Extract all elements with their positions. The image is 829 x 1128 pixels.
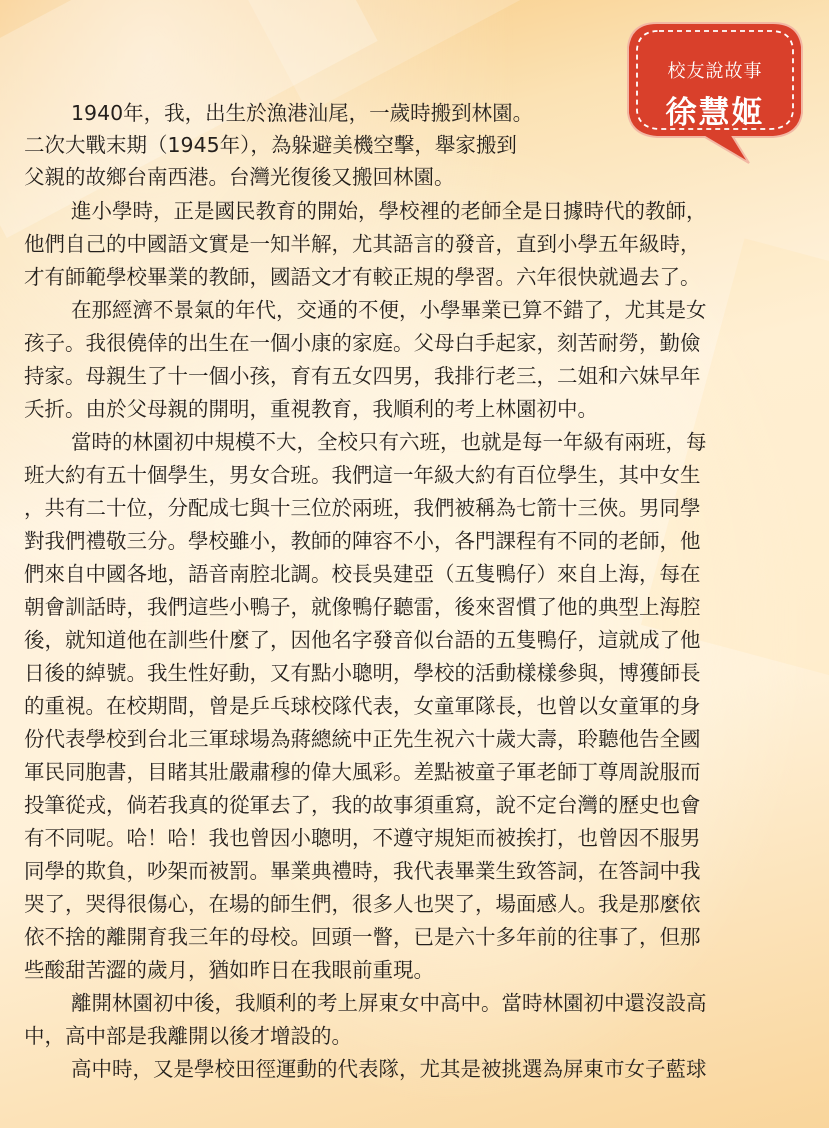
text-line: 朝會訓話時，我們這些小鴨子，就像鴨仔聽雷，後來習慣了他的典型上海腔 xyxy=(24,595,701,619)
text-line: 有不同呢。哈！哈！我也曾因小聰明，不遵守規矩而被挨打，也曾因不服男 xyxy=(24,826,701,850)
text-line: 哭了，哭得很傷心，在場的師生們，很多人也哭了，場面感人。我是那麼依 xyxy=(24,892,701,916)
text-line: 1940年，我，出生於漁港汕尾，一歲時搬到林園。 xyxy=(71,101,534,125)
text-line: ，共有二十位，分配成七與十三位於兩班，我們被稱為七箭十三俠。男同學 xyxy=(24,496,701,520)
background-stripe xyxy=(242,0,537,113)
author-name: 徐慧姬 xyxy=(665,95,765,131)
text-line: 孩子。我很僥倖的出生在一個小康的家庭。父母白手起家，刻苦耐勞，勤儉 xyxy=(24,331,701,355)
text-line: 對我們禮敬三分。學校雖小，教師的陣容不小，各門課程有不同的老師，他 xyxy=(24,529,701,553)
text-line: 父親的故鄉台南西港。台灣光復後又搬回林園。 xyxy=(24,165,455,189)
text-line: 依不捨的離開育我三年的母校。回頭一瞥，已是六十多年前的往事了，但那 xyxy=(24,925,701,949)
text-line: 他們自己的中國語文實是一知半解，尤其語言的發音，直到小學五年級時， xyxy=(24,232,701,256)
text-line: 投筆從戎，倘若我真的從軍去了，我的故事須重寫，說不定台灣的歷史也會 xyxy=(24,793,701,817)
text-line: 份代表學校到台北三軍球場為蔣總統中正先生祝六十歲大壽，聆聽他告全國 xyxy=(24,727,701,751)
text-line: 在那經濟不景氣的年代，交通的不便，小學畢業已算不錯了，尤其是女 xyxy=(71,298,707,322)
text-line: 軍民同胞書，目睹其壯嚴肅穆的偉大風彩。差點被童子軍老師丁尊周說服而 xyxy=(24,760,701,784)
text-line: 離開林園初中後，我順利的考上屏東女中高中。當時林園初中還沒設高 xyxy=(71,991,707,1015)
text-line: 才有師範學校畢業的教師，國語文才有較正規的學習。六年很快就過去了。 xyxy=(24,265,701,289)
series-label: 校友說故事 xyxy=(667,61,763,82)
speech-bubble-header xyxy=(621,17,809,167)
text-line: 高中時，又是學校田徑運動的代表隊，尤其是被挑選為屏東市女子藍球 xyxy=(71,1057,707,1081)
text-line: 中，高中部是我離開以後才增設的。 xyxy=(24,1024,352,1048)
text-line: 後，就知道他在訓些什麼了，因他名字發音似台語的五隻鴨仔，這就成了他 xyxy=(24,628,701,652)
text-line: 進小學時，正是國民教育的開始，學校裡的老師全是日據時代的教師， xyxy=(71,199,707,223)
text-line: 夭折。由於父母親的開明，重視教育，我順利的考上林園初中。 xyxy=(24,397,598,421)
text-line: 二次大戰末期（1945年），為躲避美機空擊，舉家搬到 xyxy=(24,133,517,157)
text-line: 當時的林園初中規模不大，全校只有六班，也就是每一年級有兩班，每 xyxy=(71,430,707,454)
text-line: 的重視。在校期間，曾是乒乓球校隊代表，女童軍隊長，也曾以女童軍的身 xyxy=(24,694,701,718)
text-line: 同學的欺負，吵架而被罰。畢業典禮時，我代表畢業生致答詞，在答詞中我 xyxy=(24,859,701,883)
text-line: 們來自中國各地，語音南腔北調。校長吳建亞（五隻鴨仔）來自上海，每在 xyxy=(24,562,701,586)
text-line: 持家。母親生了十一個小孩，育有五女四男，我排行老三，二姐和六妹早年 xyxy=(24,364,701,388)
text-line: 日後的綽號。我生性好動，又有點小聰明，學校的活動樣樣參與，博獲師長 xyxy=(24,661,701,685)
text-line: 些酸甜苦澀的歲月，猶如昨日在我眼前重現。 xyxy=(24,958,434,982)
text-line: 班大約有五十個學生，男女合班。我們這一年級大約有百位學生，其中女生 xyxy=(24,463,701,487)
